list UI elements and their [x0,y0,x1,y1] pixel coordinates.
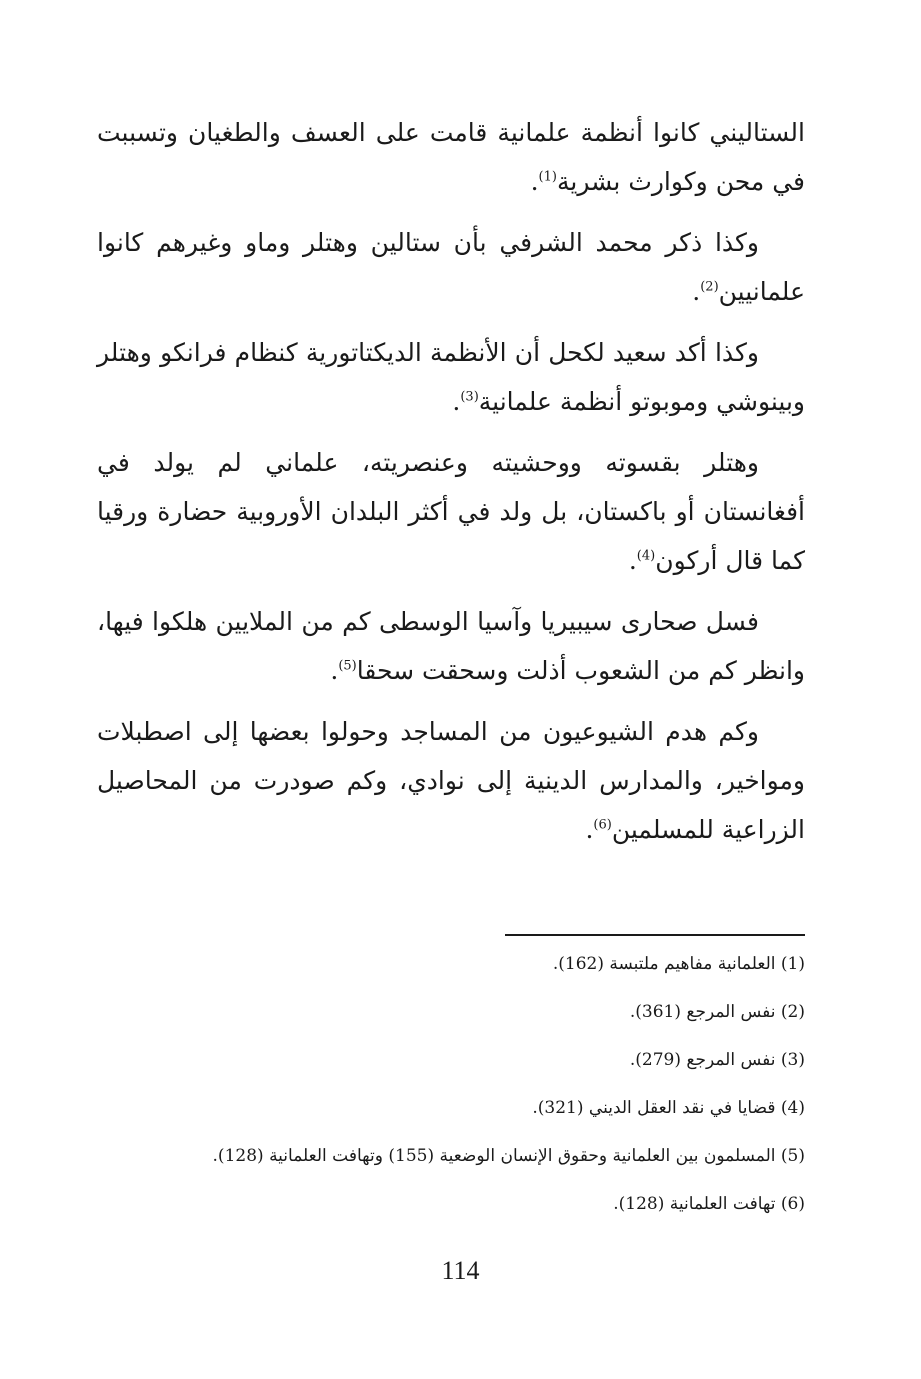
body-text [97,108,805,866]
paragraph-3: وكذا أكد سعيد لكحل أن الأنظمة الديكتاتورية كنظام فرانكو وهتلر وبينوشي وموبوتو أنظمة علمانية$^{(3)}$. [97,338,805,416]
footnote-ref-5: (5) [338,658,357,674]
footnote-ref-2: (2) [700,279,719,295]
footnote-3: (3) نفس المرجع (279). [629,1050,805,1070]
footnote-ref-1: (1) [538,169,557,185]
footnote-5: (5) المسلمون بين العلمانية وحقوق الإنسان الوضعية (155) وتهافت العلمانية (128). [212,1146,805,1166]
paragraph-1: الستاليني كانوا أنظمة علمانية قامت على العسف والطغيان وتسببت في محن وكوارث بشرية$^{(1)}$. [97,118,805,196]
paragraph-5: فسل صحارى سيبيريا وآسيا الوسطى كم من الملايين هلكوا فيها، وانظر كم من الشعوب أذلت وسحقت سحقا$^{(5)}$. [97,607,805,685]
paragraph-2: وكذا ذكر محمد الشرفي بأن ستالين وهتلر وماو وغيرهم كانوا علمانيين$^{(2)}$. [97,228,805,306]
page-number: 114 [441,1256,480,1285]
footnote-ref-3: (3) [460,389,479,405]
footnote-2: (2) نفس المرجع (361). [629,1002,805,1022]
footnotes [97,952,805,1240]
footnote-ref-6: (6) [593,817,612,833]
footnote-6: (6) تهافت العلمانية (128). [613,1194,805,1214]
footnote-ref-4: (4) [636,548,656,564]
paragraph-6: وكم هدم الشيوعيون من المساجد وحولوا بعضها إلى اصطبلات ومواخير، والمدارس الدينية إلى نوادي، وكم صودرت من المحاصيل الزراعية للمسلمين$^{(6)}$. [97,717,805,844]
footnote-separator [505,934,805,936]
footnote-1: (1) العلمانية مفاهيم ملتبسة (162). [552,954,805,974]
footnote-4: (4) قضايا في نقد العقل الديني (321). [532,1098,805,1118]
paragraph-4: وهتلر بقسوته ووحشيته وعنصريته، علماني لم يولد في أفغانستان أو باكستان، بل ولد في أكثر البلدان الأوروبية حضارة ورقيا كما قال أركون$^{(4)}$. [97,448,805,575]
